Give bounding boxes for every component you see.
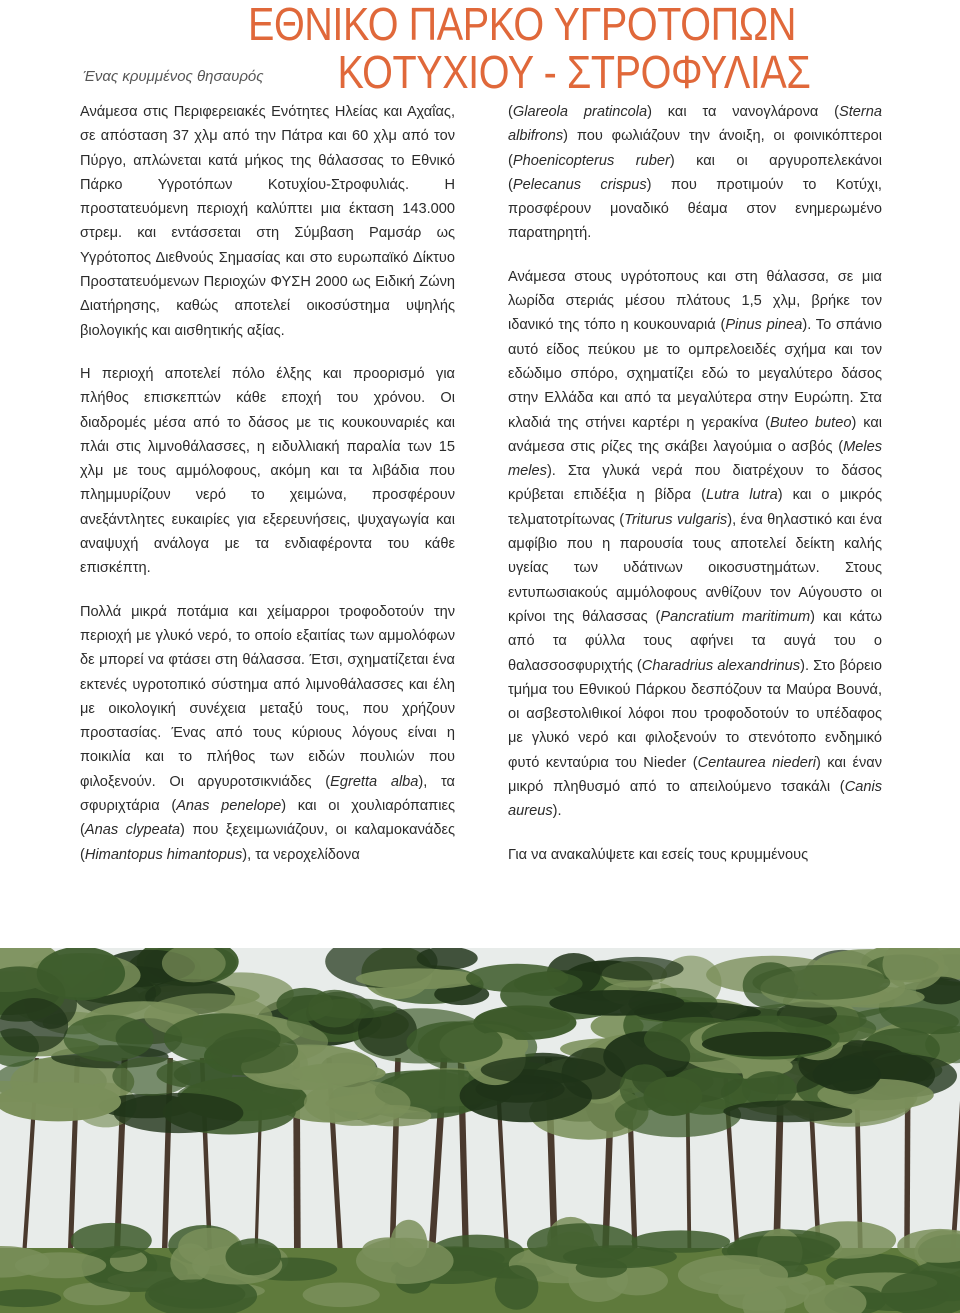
species-name: Triturus vulgaris [624, 511, 728, 528]
species-name: Canis aureus [508, 779, 882, 820]
species-name: Charadrius alexandrinus [641, 657, 801, 674]
canopy-clump [356, 968, 481, 989]
text-run: ). Στα γλυκά νερά που διατρέχουν το δάσος κρύβεται επιδέξια η βίδρα ( [508, 463, 882, 504]
canopy-clump [752, 965, 890, 1000]
bush [495, 1265, 539, 1310]
text-run: ). [552, 803, 562, 820]
text-run: ) και τα νανογλάρονα ( [647, 104, 839, 120]
text-run: ). Στο βόρειο τμήμα του Εθνικού Πάρκου δεσπόζουν τα Μαύρα Βουνά, οι ασβεστολιθικοί λόφοι που τροφοδοτούν το υπέδαφος με γλυκό νερό και φιλοξενούν το στενότοπο ενδημικό φυτό κενταύρια του Nieder ( [508, 657, 883, 771]
species-name: Meles meles [508, 438, 882, 480]
text-run: ) και έναν μικρό πληθυσμό από το απειλούμενο τσακάλι ( [508, 754, 882, 796]
right-text-column [508, 100, 882, 886]
left-text-column [80, 100, 455, 886]
bush [678, 1255, 788, 1295]
species-name: Centaurea niederi [697, 754, 816, 771]
species-name: Pelecanus crispus [512, 176, 647, 193]
species-name: Glareola pratincola [512, 104, 648, 120]
title-line-2: ΚΟΤΥΧΙΟΥ - ΣΤΡΟΦΥΛΙΑΣ [337, 46, 811, 98]
text-run: ), τα νεροχελίδονα [242, 846, 360, 863]
title-line-1: ΕΘΝΙΚΟ ΠΑΡΚΟ ΥΓΡΟΤΟΠΩΝ [248, 0, 797, 50]
species-name: Phoenicopterus ruber [512, 152, 670, 169]
bush [71, 1223, 152, 1258]
text-run: ) και ο μικρός τελματοτρίτωνας ( [508, 487, 882, 528]
text-run: ( [508, 104, 513, 120]
bush [576, 1258, 627, 1278]
canopy-clump [0, 998, 68, 1052]
paragraph: Ανάμεσα στις Περιφερειακές Ενότητες Ηλείας και Αχαΐας, σε απόσταση 37 χλμ από την Πάτρα και 60 χλμ από τον Πύργο, απλώνεται κατά μήκος της θάλασσας το Εθνικό Πάρκο Υγροτόπων Κοτυχίου-Στροφυλιάς. Η προστατευόμενη περιοχή καλύπτει μια έκταση 143.000 στρεμ. και εντάσσεται στη Σύμβαση Ραμσάρ ως Υγρότοπος Διεθνούς Σημασίας και στο ευρωπαϊκό Δίκτυο Προστατευόμενων Περιοχών ΦΥΣΗ 2000 ως Ειδική Ζώνη Διατήρησης, καθώς αποτελεί οικοσύστημα υψηλής βιολογικής και αισθητικής αξίας. [80, 104, 455, 339]
canopy-clump [406, 1021, 502, 1062]
canopy-clump [112, 1057, 190, 1096]
canopy-clump [592, 957, 683, 981]
text-run: ) που φωλιάζουν την άνοιξη, οι φοινικόπτεροι ( [508, 128, 882, 169]
paragraph: Η περιοχή αποτελεί πόλο έλξης και προορισμό για πλήθος επισκεπτών κάθε εποχή του χρόνου. Οι διαδρομές μέσα από το δάσος με τις κουκουναριές και πλάι στις λιμνοθάλασσες, η ειδυλλιακή παραλία των 15 χλμ με τους αμμόλοφους, ακόμη και τα λιβάδια που πλημμυρίζουν νερό το χειμώνα, προσφέρουν ανεξάντλητες ευκαιρίες για εξερευνήσεις, ψυχαγωγία και αναψυχή ανάλογα με τα ενδιαφέροντα του κάθε επισκέπτη. [80, 365, 455, 577]
text-run: ) και ανάμεσα στις ρίζες της σκάβει λαγούμια ο ασβός ( [508, 414, 882, 455]
bush [15, 1252, 106, 1278]
bush [632, 1230, 731, 1252]
text-run: ) και οι χουλιαρόπαπιες ( [80, 798, 455, 839]
text-run: Ανάμεσα στους υγρότοπους και στη θάλασσα, σε μια λωρίδα στεριάς μέσου πλάτους 1,5 χλμ, βρήκε τον ιδανικό της τόπο η κουκουναριά ( [508, 268, 882, 334]
species-name: Himantopus himantopus [84, 846, 243, 863]
species-name: Egretta alba [330, 773, 419, 790]
bush [303, 1283, 380, 1308]
canopy-clump [466, 964, 568, 993]
species-name: Lutra lutra [706, 487, 778, 504]
species-name: Pancratium maritimum [660, 608, 811, 625]
forest-illustration [0, 948, 960, 1313]
canopy-clump [702, 1032, 832, 1057]
bush [390, 1220, 427, 1267]
species-name: Buteo buteo [769, 414, 852, 431]
canopy-clump [64, 1015, 154, 1062]
canopy-clump [644, 1077, 703, 1116]
canopy-clump [0, 1082, 121, 1122]
paragraph [508, 100, 882, 246]
canopy-clump [549, 990, 684, 1016]
text-run: ), τα σφυριχτάρια ( [80, 773, 455, 815]
pine-canopy [0, 948, 960, 1140]
text-run: ), ένα θηλαστικό και ένα αμφίβιο που η παρουσία τους αποτελεί δείκτη καλής υγείας των υδάτινων οικοσυστημάτων. Στους εντυπωσιακούς αμμόλοφους ανθίζουν τον Αύγουστο οι κρίνοι της θάλασσας ( [508, 511, 883, 625]
text-run: ) και κάτω από τα φύλλα τους αφήνει τα αυγά του ο θαλασσοσφυριχτής ( [508, 608, 882, 674]
canopy-clump [114, 1093, 244, 1133]
canopy-clump [210, 1029, 298, 1073]
species-name: Pinus pinea [725, 317, 803, 334]
species-name: Sterna albifrons [508, 104, 882, 145]
text-run: ) που προτιμούν το Κοτύχι, προσφέρουν μοναδικό θέαμα στον ενημερωμένο παρατηρητή. [508, 176, 882, 242]
canopy-clump [481, 1056, 606, 1083]
canopy-clump [308, 990, 361, 1028]
text-run: ) και οι αργυροπελεκάνοι ( [508, 152, 882, 193]
paragraph [508, 265, 882, 824]
species-name: Anas clypeata [84, 822, 181, 839]
paragraph [80, 600, 455, 867]
paragraph: Για να ανακαλύψετε και εσείς τους κρυμμένους [508, 846, 809, 863]
text-run: Πολλά μικρά ποτάμια και χείμαρροι τροφοδοτούν την περιοχή με γλυκό νερό, το οποίο εξαιτίας των αμμολόφων δε μπορεί να φτάσει στη θάλασσα. Έτσι, σχηματίζεται ένα εκτενές υγροτοπικό σύστημα από λιμνοθάλασσες και έλη με οικολογική συνέχεια μεταξύ τους, που χρήζουν προστασίας. Ένας από τους κύριους λόγους είναι η ποικιλία και το πλήθος των ειδών πουλιών που φιλοξενούν. Οι αργυροτσικνιάδες ( [80, 603, 455, 790]
text-run: ) που ξεχειμωνιάζουν, οι καλαμοκανάδες ( [80, 822, 455, 863]
pine-forest-photo [0, 948, 960, 1313]
text-run: ). Το σπάνιο αυτό είδος πεύκου με το ομπρελοειδές σχήμα και τον εδώδιμο σπόρο, σχηματίζει εδώ το μεγαλύτερο δάσος στην Ελλάδα και από τα μεγαλύτερα στην Ευρώπη. Στα κλαδιά της στήνει καρτέρι η γερακίνα ( [508, 317, 882, 431]
bush [226, 1238, 282, 1275]
species-name: Anas penelope [176, 798, 282, 815]
page-subtitle: Ένας κρυμμένος θησαυρός [83, 68, 264, 85]
canopy-clump [829, 1055, 879, 1094]
